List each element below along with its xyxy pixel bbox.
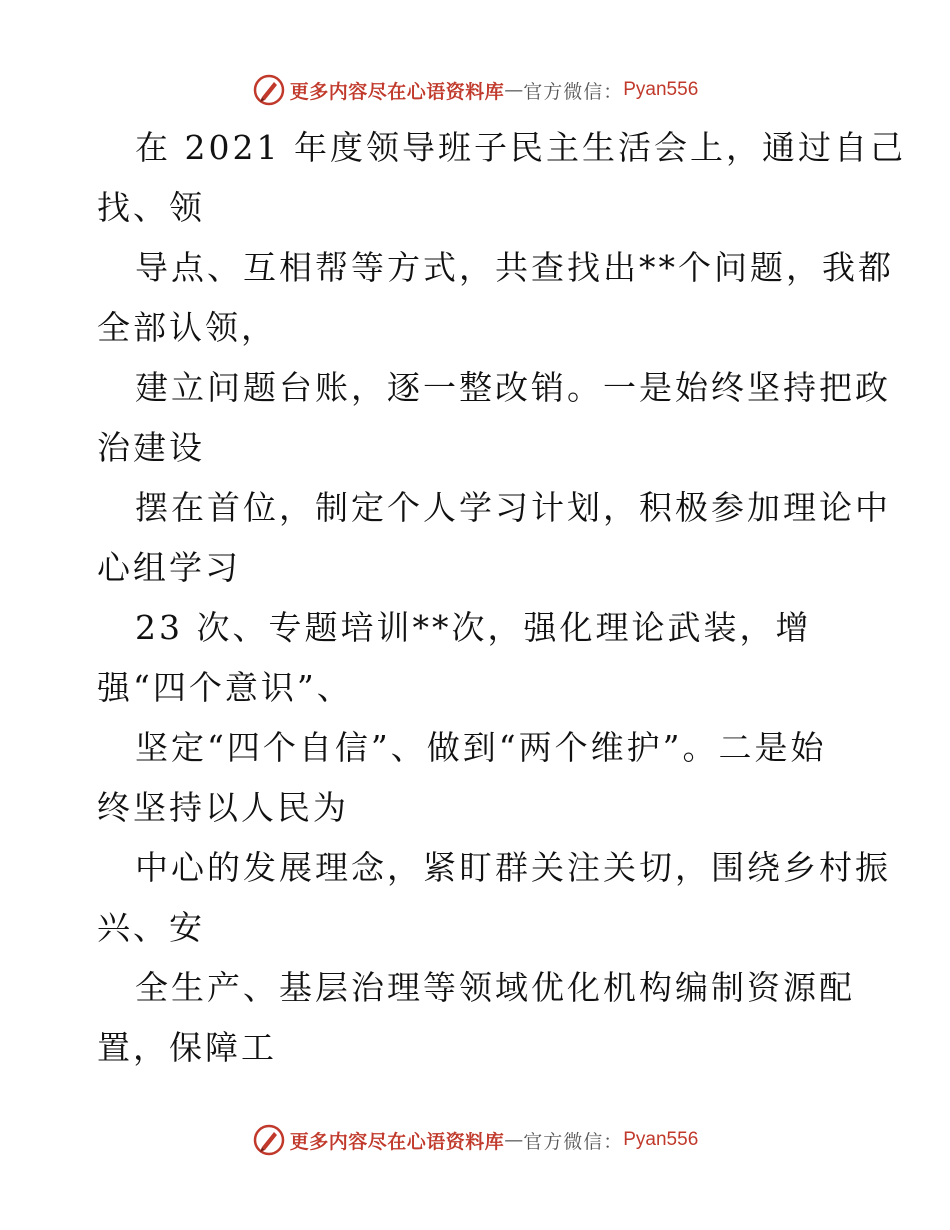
body-line: 强“四个意识”、 <box>97 668 353 707</box>
watermark-brand: 更多内容尽在心语资料库 <box>289 80 505 103</box>
header-watermark <box>0 70 950 110</box>
body-line: 找、领 <box>97 188 205 227</box>
watermark-brand: 更多内容尽在心语资料库 <box>289 1130 505 1153</box>
body-line: 坚定“四个自信”、做到“两个维护”。二是始 <box>135 728 827 767</box>
watermark-wechat-id: Pyan556 <box>623 1129 699 1150</box>
watermark-dash: — <box>504 79 524 101</box>
pen-logo-icon <box>252 1123 286 1157</box>
watermark-dash: — <box>504 1129 524 1151</box>
body-line: 置，保障工 <box>97 1028 277 1067</box>
body-line: 导点、互相帮等方式，共查找出**个问题，我都 <box>135 248 894 287</box>
watermark-wechat-id: Pyan556 <box>623 79 699 100</box>
body-line: 兴、安 <box>97 908 205 947</box>
body-line: 治建设 <box>97 428 205 467</box>
body-line: 终坚持以人民为 <box>97 788 349 827</box>
watermark-official-label: 官方微信： <box>523 80 624 103</box>
pen-logo-icon <box>252 73 286 107</box>
body-line: 全部认领， <box>97 308 277 347</box>
body-line: 23 次、专题培训**次，强化理论武装，增 <box>135 608 812 647</box>
body-line: 心组学习 <box>97 548 241 587</box>
body-line: 建立问题台账，逐一整改销。一是始终坚持把政 <box>135 368 891 407</box>
body-line: 在 2021 年度领导班子民主生活会上，通过自己 <box>135 128 906 167</box>
body-line: 摆在首位，制定个人学习计划，积极参加理论中 <box>135 488 891 527</box>
body-line: 中心的发展理念，紧盯群关注关切，围绕乡村振 <box>135 848 891 887</box>
footer-watermark <box>0 1120 950 1160</box>
document-body <box>97 118 906 1078</box>
body-line: 全生产、基层治理等领域优化机构编制资源配 <box>135 968 855 1007</box>
watermark-official-label: 官方微信： <box>523 1130 624 1153</box>
